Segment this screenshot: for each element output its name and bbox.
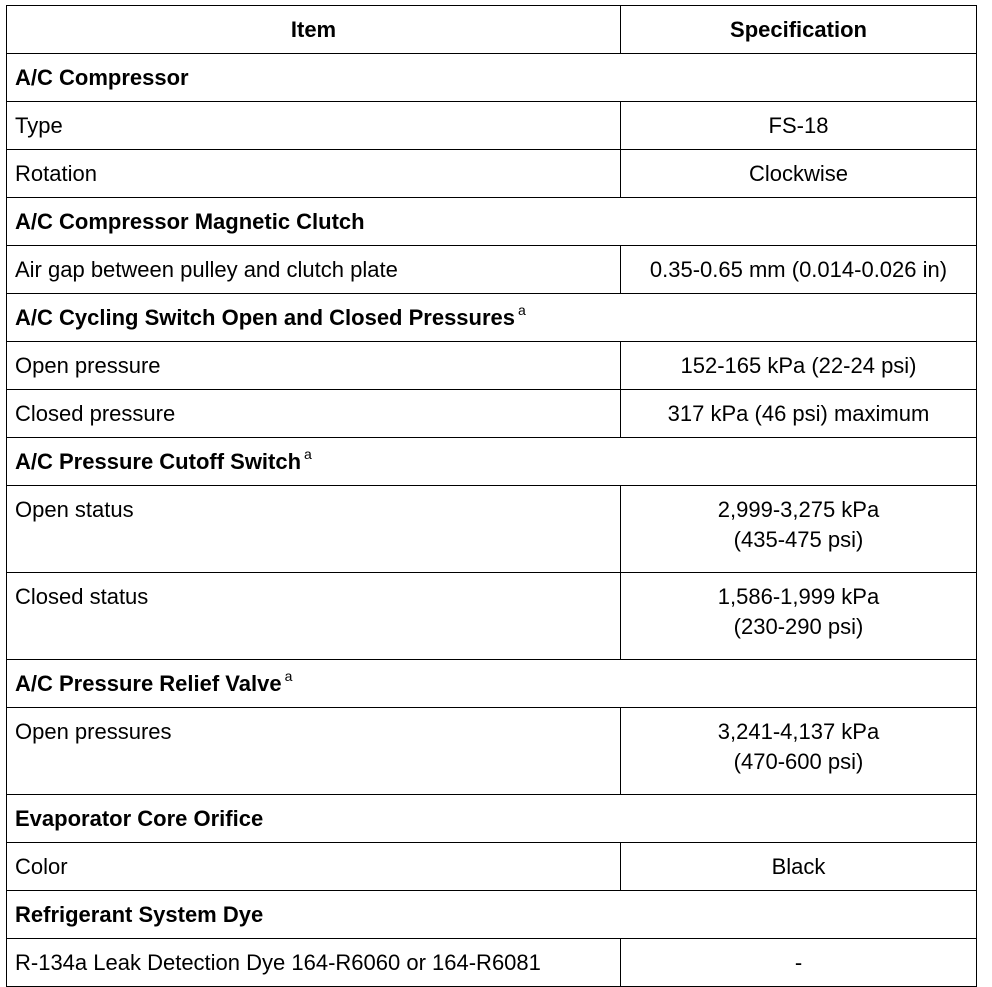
specification-value: Black <box>771 853 826 879</box>
specification-value: 2,999-3,275 kPa <box>717 497 880 522</box>
specification-cell <box>621 573 977 660</box>
specification-value: Clockwise <box>748 160 849 186</box>
specification-cell <box>621 246 977 294</box>
item-cell: R-134a Leak Detection Dye 164-R6060 or 164-R6081 <box>7 939 621 987</box>
specification-value: 0.35-0.65 mm (0.014-0.026 in) <box>649 256 948 282</box>
section-header-row <box>7 438 977 486</box>
specification-cell <box>621 150 977 198</box>
specification-value: 152-165 kPa (22-24 psi) <box>680 352 917 378</box>
specification-cell <box>621 390 977 438</box>
section-title-text: A/C Pressure Relief Valve <box>15 670 282 696</box>
specification-value: 3,241-4,137 kPa <box>717 719 880 744</box>
column-header-item: Item <box>7 6 621 54</box>
specification-cell <box>621 939 977 987</box>
table-row <box>7 486 977 573</box>
section-title <box>7 198 977 246</box>
footnote-marker: a <box>518 301 526 318</box>
footnote-marker: a <box>304 445 312 462</box>
table-row <box>7 342 977 390</box>
specification-cell <box>621 102 977 150</box>
specification-table <box>6 5 977 987</box>
section-header-row <box>7 660 977 708</box>
specification-value: (470-600 psi) <box>733 749 864 774</box>
section-header-row <box>7 54 977 102</box>
item-cell: Color <box>7 843 621 891</box>
table-row <box>7 939 977 987</box>
specification-cell <box>621 708 977 795</box>
section-header-row <box>7 294 977 342</box>
specification-value: - <box>794 949 803 975</box>
table-row <box>7 150 977 198</box>
section-header-row <box>7 891 977 939</box>
section-title-text: A/C Cycling Switch Open and Closed Pressures <box>15 304 516 330</box>
specification-value: 1,586-1,999 kPa <box>717 584 880 609</box>
specification-value: (230-290 psi) <box>733 614 864 639</box>
section-title <box>7 891 977 939</box>
item-cell: Type <box>7 102 621 150</box>
section-title-text: A/C Compressor <box>15 64 189 90</box>
item-cell: Air gap between pulley and clutch plate <box>7 246 621 294</box>
table-row <box>7 708 977 795</box>
item-cell: Closed pressure <box>7 390 621 438</box>
table-row <box>7 102 977 150</box>
item-cell: Open status <box>7 486 621 573</box>
specification-value: 317 kPa (46 psi) maximum <box>667 400 930 426</box>
table-header-row <box>7 6 977 54</box>
specification-cell <box>621 843 977 891</box>
table-row <box>7 573 977 660</box>
table-body <box>7 54 977 987</box>
item-cell: Rotation <box>7 150 621 198</box>
section-header-row <box>7 198 977 246</box>
table-row <box>7 246 977 294</box>
item-cell: Open pressures <box>7 708 621 795</box>
specification-cell <box>621 486 977 573</box>
table-row <box>7 843 977 891</box>
section-title-text: Refrigerant System Dye <box>15 901 264 927</box>
item-cell: Open pressure <box>7 342 621 390</box>
section-title <box>7 438 977 486</box>
column-header-specification: Specification <box>621 6 977 54</box>
section-title <box>7 795 977 843</box>
specification-value: FS-18 <box>768 112 829 138</box>
item-cell: Closed status <box>7 573 621 660</box>
section-title-text: Evaporator Core Orifice <box>15 805 264 831</box>
specification-cell <box>621 342 977 390</box>
footnote-marker: a <box>284 667 293 684</box>
section-title <box>7 54 977 102</box>
section-title <box>7 294 977 342</box>
section-title-text: A/C Compressor Magnetic Clutch <box>15 208 365 234</box>
table-row <box>7 390 977 438</box>
specification-value: (435-475 psi) <box>733 527 864 552</box>
section-header-row <box>7 795 977 843</box>
section-title <box>7 660 977 708</box>
section-title-text: A/C Pressure Cutoff Switch <box>15 448 302 474</box>
